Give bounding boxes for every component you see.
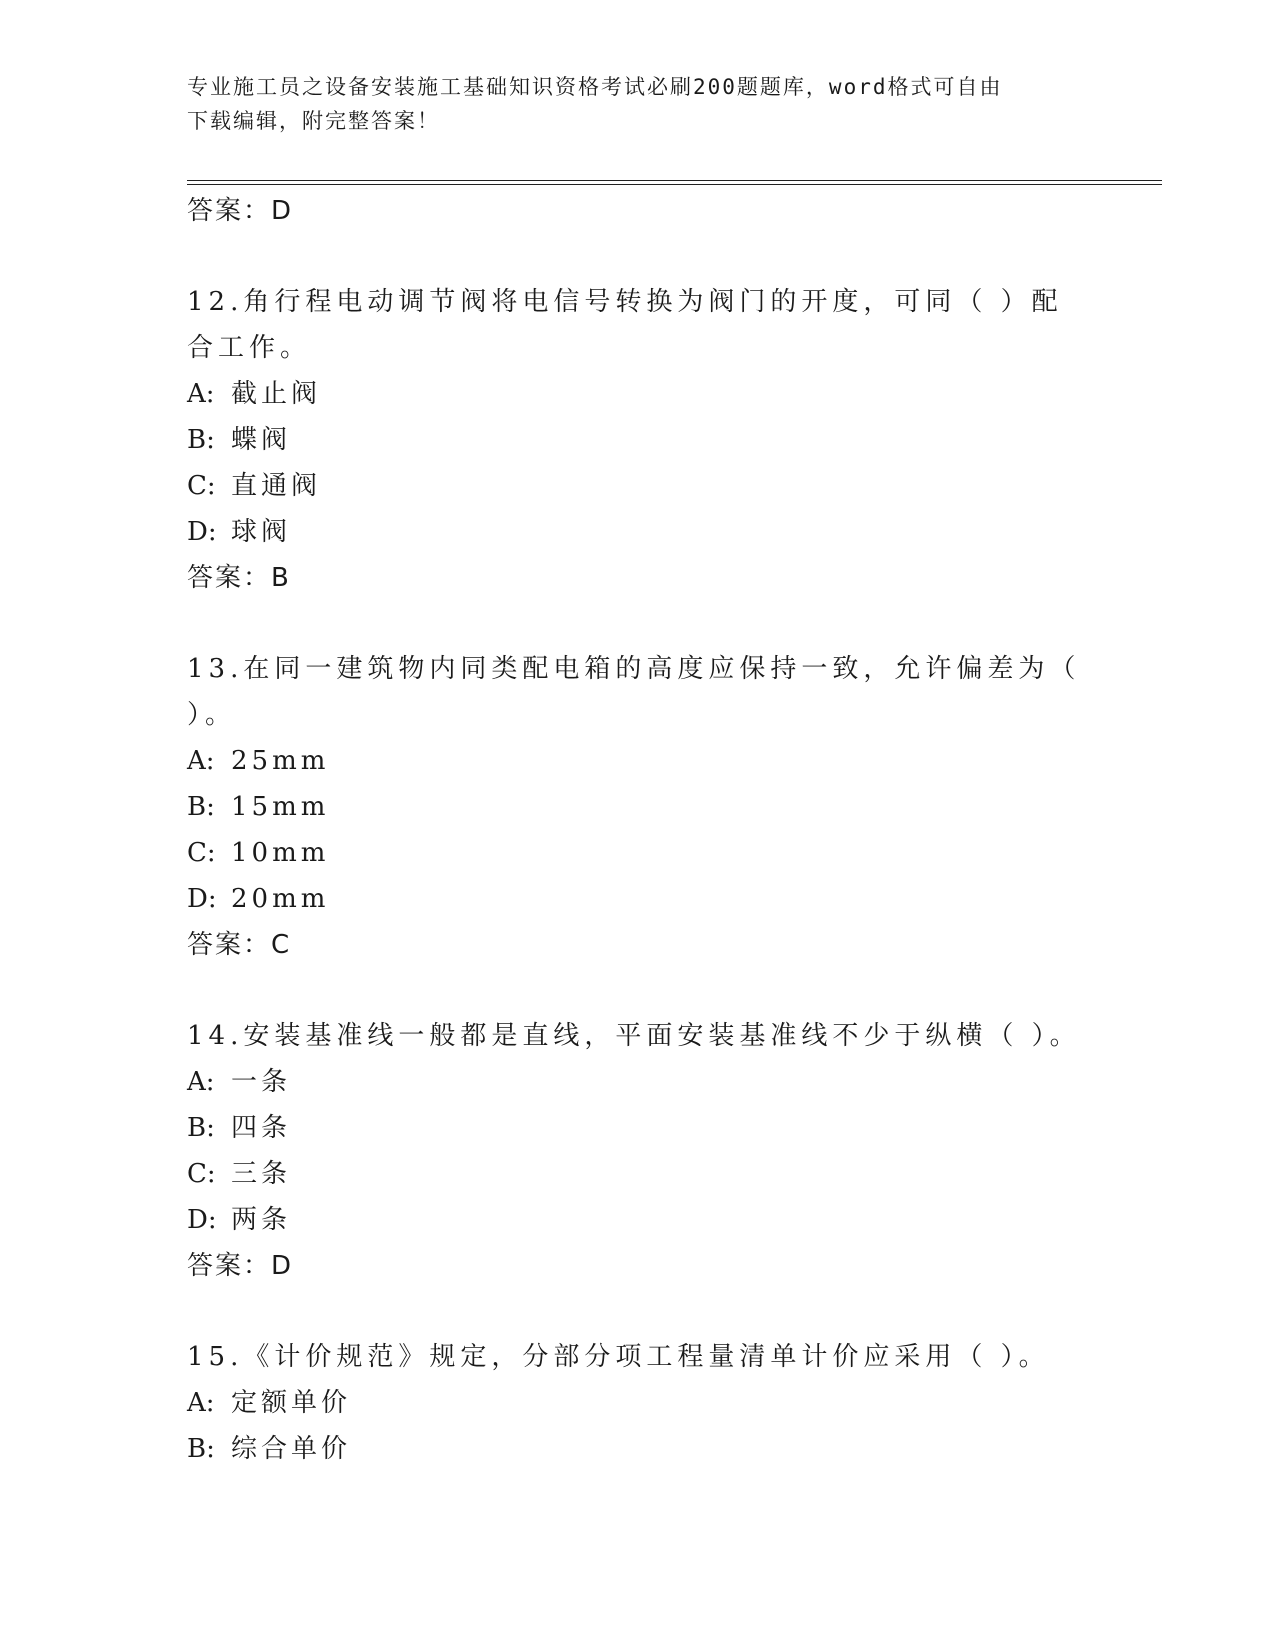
option-text: 直通阀: [231, 471, 322, 501]
option-label: B:: [187, 1434, 215, 1464]
header-line-2: 下载编辑，附完整答案！: [187, 109, 440, 133]
option-text: 定额单价: [231, 1388, 352, 1418]
option-text: 蝶阀: [231, 425, 292, 455]
option-text: 两条: [231, 1205, 292, 1235]
option-text: 球阀: [231, 517, 292, 547]
option-label: B:: [187, 1113, 215, 1143]
question-14-option-b: [187, 1105, 1087, 1151]
question-13-text: 13.在同一建筑物内同类配电箱的高度应保持一致，允许偏差为（ ）。: [187, 654, 1081, 730]
question-13-option-d: [187, 876, 1087, 922]
option-text: 10mm: [231, 838, 330, 868]
question-14-answer: 答案：D: [187, 1251, 294, 1281]
option-label: A:: [187, 1388, 215, 1418]
question-13-option-c: [187, 830, 1087, 876]
question-14-text: 14.安装基准线一般都是直线，平面安装基准线不少于纵横（ ）。: [187, 1021, 1081, 1051]
option-text: 一条: [231, 1067, 292, 1097]
option-text: 四条: [231, 1113, 292, 1143]
option-text: 15mm: [231, 792, 330, 822]
option-label: C:: [187, 838, 216, 868]
question-13-option-b: [187, 784, 1087, 830]
question-12-text: 12.角行程电动调节阀将电信号转换为阀门的开度，可同（ ）配合工作。: [187, 287, 1063, 363]
option-label: A:: [187, 379, 215, 409]
option-label: D:: [187, 1205, 217, 1235]
question-15-option-b: [187, 1426, 1087, 1472]
option-text: 三条: [231, 1159, 292, 1189]
question-15-text: 15.《计价规范》规定，分部分项工程量清单计价应采用（ ）。: [187, 1342, 1050, 1372]
question-12-option-b: [187, 417, 1087, 463]
option-label: D:: [187, 884, 217, 914]
option-label: A:: [187, 1067, 215, 1097]
option-label: B:: [187, 792, 215, 822]
question-list: [187, 188, 1087, 1472]
question-12-answer: 答案：B: [187, 563, 291, 593]
question-13-answer: 答案：C: [187, 930, 292, 960]
question-14-option-d: [187, 1197, 1087, 1243]
option-text: 20mm: [231, 884, 330, 914]
option-label: A:: [187, 746, 215, 776]
question-12-option-c: [187, 463, 1087, 509]
question-12-option-d: [187, 509, 1087, 555]
option-text: 25mm: [231, 746, 330, 776]
document-header: [187, 70, 1087, 138]
header-divider-bottom: [187, 184, 1162, 185]
header-line-1: 专业施工员之设备安装施工基础知识资格考试必刷200题题库，word格式可自由: [187, 75, 1003, 99]
header-divider-top: [187, 180, 1162, 181]
question-14-option-a: [187, 1059, 1087, 1105]
option-text: 截止阀: [231, 379, 322, 409]
option-label: B:: [187, 425, 215, 455]
option-label: C:: [187, 1159, 216, 1189]
answer-line: 答案：D: [187, 196, 294, 226]
option-label: C:: [187, 471, 216, 501]
option-label: D:: [187, 517, 217, 547]
question-12-option-a: [187, 371, 1087, 417]
option-text: 综合单价: [231, 1434, 352, 1464]
question-13-option-a: [187, 738, 1087, 784]
question-14-option-c: [187, 1151, 1087, 1197]
question-15-option-a: [187, 1380, 1087, 1426]
